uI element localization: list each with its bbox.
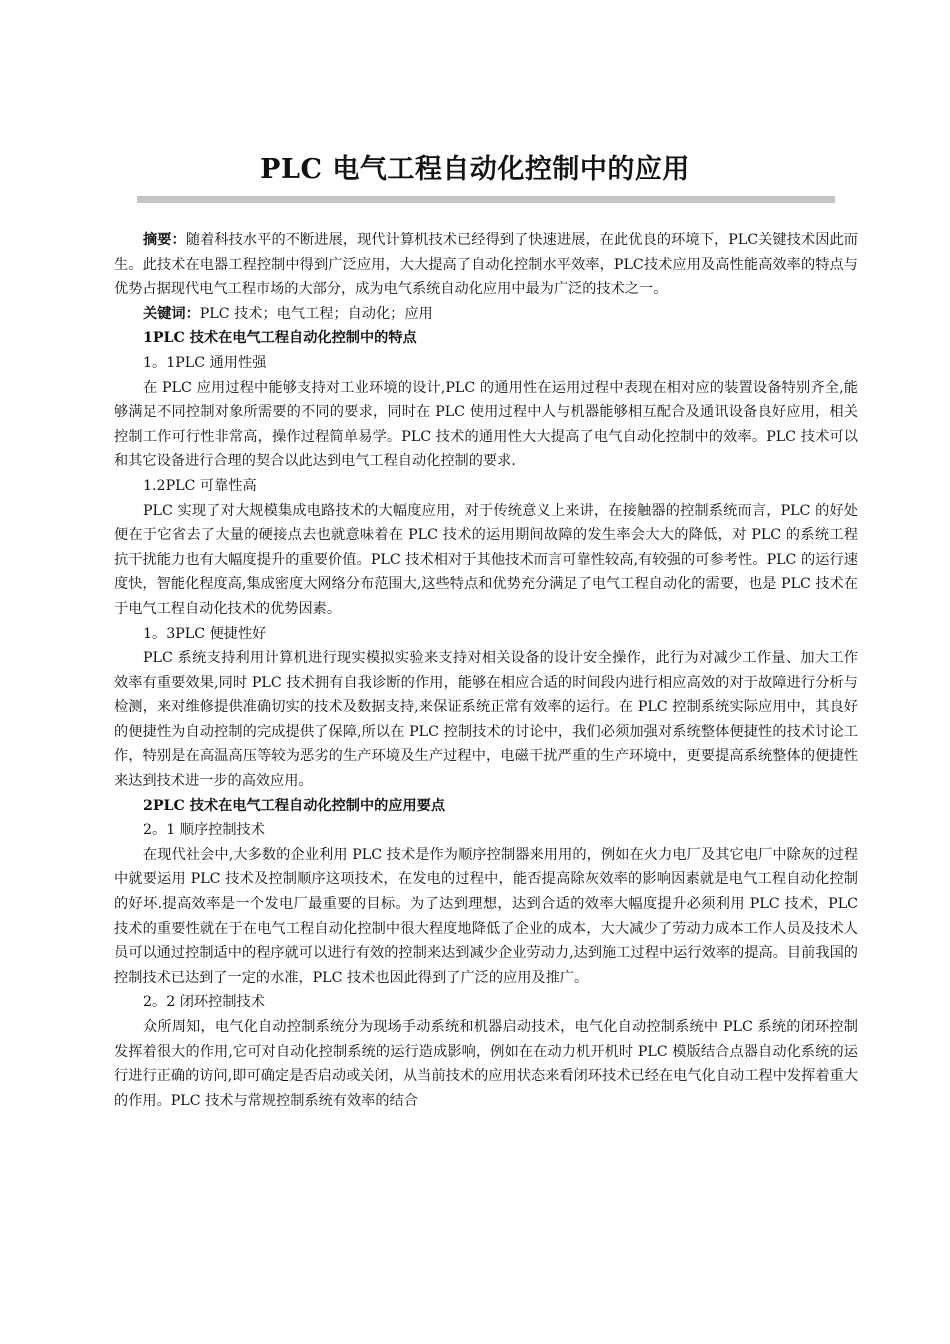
subsection-2-2-text: 众所周知，电气化自动控制系统分为现场手动系统和机器启动技术，电气化自动控制系统中 PLC 系统的闭环控制发挥着很大的作用,它可对自动化控制系统的运行造成影响，例如在在动力机开机时 PLC 模版结合点器自动化系统的运行进行正确的访问,即可确定是否启动或关闭，从当前技术的应用状态来看闭环技术已经在电气化自动工程中发挥着重大的作用。PLC 技术与常规控制系统有效率的结合 [114, 1019, 858, 1109]
keywords-text: PLC 技术；电气工程；自动化；应用 [199, 305, 433, 322]
subsection-1-1-heading: 1。1PLC 通用性强 [143, 354, 267, 371]
abstract-paragraph [114, 228, 858, 302]
subsection-2-1-text: 在现代社会中,大多数的企业利用 PLC 技术是作为顺序控制器来用用的，例如在火力电厂及其它电厂中除灰的过程中就要运用 PLC 技术及控制顺序这项技术，在发电的过程中，能否提高除灰效率的影响因素就是电气工程自动化控制的好坏.提高效率是一个发电厂最重要的目标。为了达到理想，达到合适的效率大幅度提升必须利用 PLC 技术，PLC 技术的重要性就在于在电气工程自动化控制中很大程度地降低了企业的成本，大大减少了劳动力成本工作人员及技术人员可以通过控制适中的程序就可以进行有效的控制来达到减少企业劳动力,达到施工过程中运行效率的提高。目前我国的控制技术已达到了一定的水准，PLC 技术也因此得到了广泛的应用及推广。 [114, 846, 858, 986]
title-underline [137, 196, 835, 203]
document-body [114, 228, 858, 1113]
subsection-1-3-heading: 1。3PLC 便捷性好 [143, 625, 267, 642]
subsection-1-1-text: 在 PLC 应用过程中能够支持对工业环境的设计,PLC 的通用性在运用过程中表现在相对应的装置设备特别齐全,能够满足不同控制对象所需要的不同的要求，同时在 PLC 使用过程中人与机器能够相互配合及通讯设备良好应用，相关控制工作可行性非常高，操作过程简单易学。PLC 技术的通用性大大提高了电气自动化控制中的效率。PLC 技术可以和其它设备进行合理的契合以此达到电气工程自动化控制的要求. [114, 379, 858, 470]
document-title: PLC 电气工程自动化控制中的应用 [260, 154, 690, 185]
subsection-2-1-heading: 2。1 顺序控制技术 [143, 822, 265, 839]
section-2-heading: 2PLC 技术在电气工程自动化控制中的应用要点 [143, 797, 446, 814]
abstract-label: 摘要： [143, 232, 186, 248]
subsection-2-2-heading: 2。2 闭环控制技术 [143, 994, 265, 1011]
section-1-heading: 1PLC 技术在电气工程自动化控制中的特点 [143, 330, 417, 347]
subsection-1-2-heading: 1.2PLC 可靠性高 [143, 477, 257, 494]
subsection-1-2-text: PLC 实现了对大规模集成电路技术的大幅度应用，对于传统意义上来讲，在接触器的控制系统而言，PLC 的好处便在于它省去了大量的硬接点去也就意味着在 PLC 技术的运用期间故障的发生率会大大的降低，对 PLC 的系统工程抗干扰能力也有大幅度提升的重要价值。PLC 技术相对于其他技术而言可靠性较高,有较强的可参考性。PLC 的运行速度快，智能化程度高,集成密度大网络分布范围大,这些特点和优势充分满足了电气工程自动化的需要，也是 PLC 技术在于电气工程自动化技术的优势因素。 [114, 502, 858, 617]
subsection-1-3-text: PLC 系统支持利用计算机进行现实模拟实验来支持对相关设备的设计安全操作，此行为对减少工作量、加大工作效率有重要效果,同时 PLC 技术拥有自我诊断的作用，能够在相应合适的时间段内进行相应高效的对于故障进行分析与检测，来对维修提供准确切实的技术及数据支持,来保证系统正常有效率的运行。在 PLC 控制系统实际应用中，其良好的便捷性为自动控制的完成提供了保障,所以在 PLC 控制技术的讨论中，我们必须加强对系统整体便捷性的技术讨论工作，特别是在高温高压等较为恶劣的生产环境及生产过程中，电磁干扰严重的生产环境中，更要提高系统整体的便捷性来达到技术进一步的高效应用。 [114, 650, 858, 790]
keywords-paragraph [114, 302, 858, 327]
abstract-text: 随着科技水平的不断进展，现代计算机技术已经得到了快速进展，在此优良的环境下，PLC关键技术因此而生。此技术在电器工程控制中得到广泛应用，大大提高了自动化控制水平效率，PLC技术应用及高性能高效率的特点与优势占据现代电气工程市场的大部分，成为电气系统自动化应用中最为广泛的技术之一。 [114, 232, 858, 298]
keywords-label: 关键词： [143, 305, 200, 322]
